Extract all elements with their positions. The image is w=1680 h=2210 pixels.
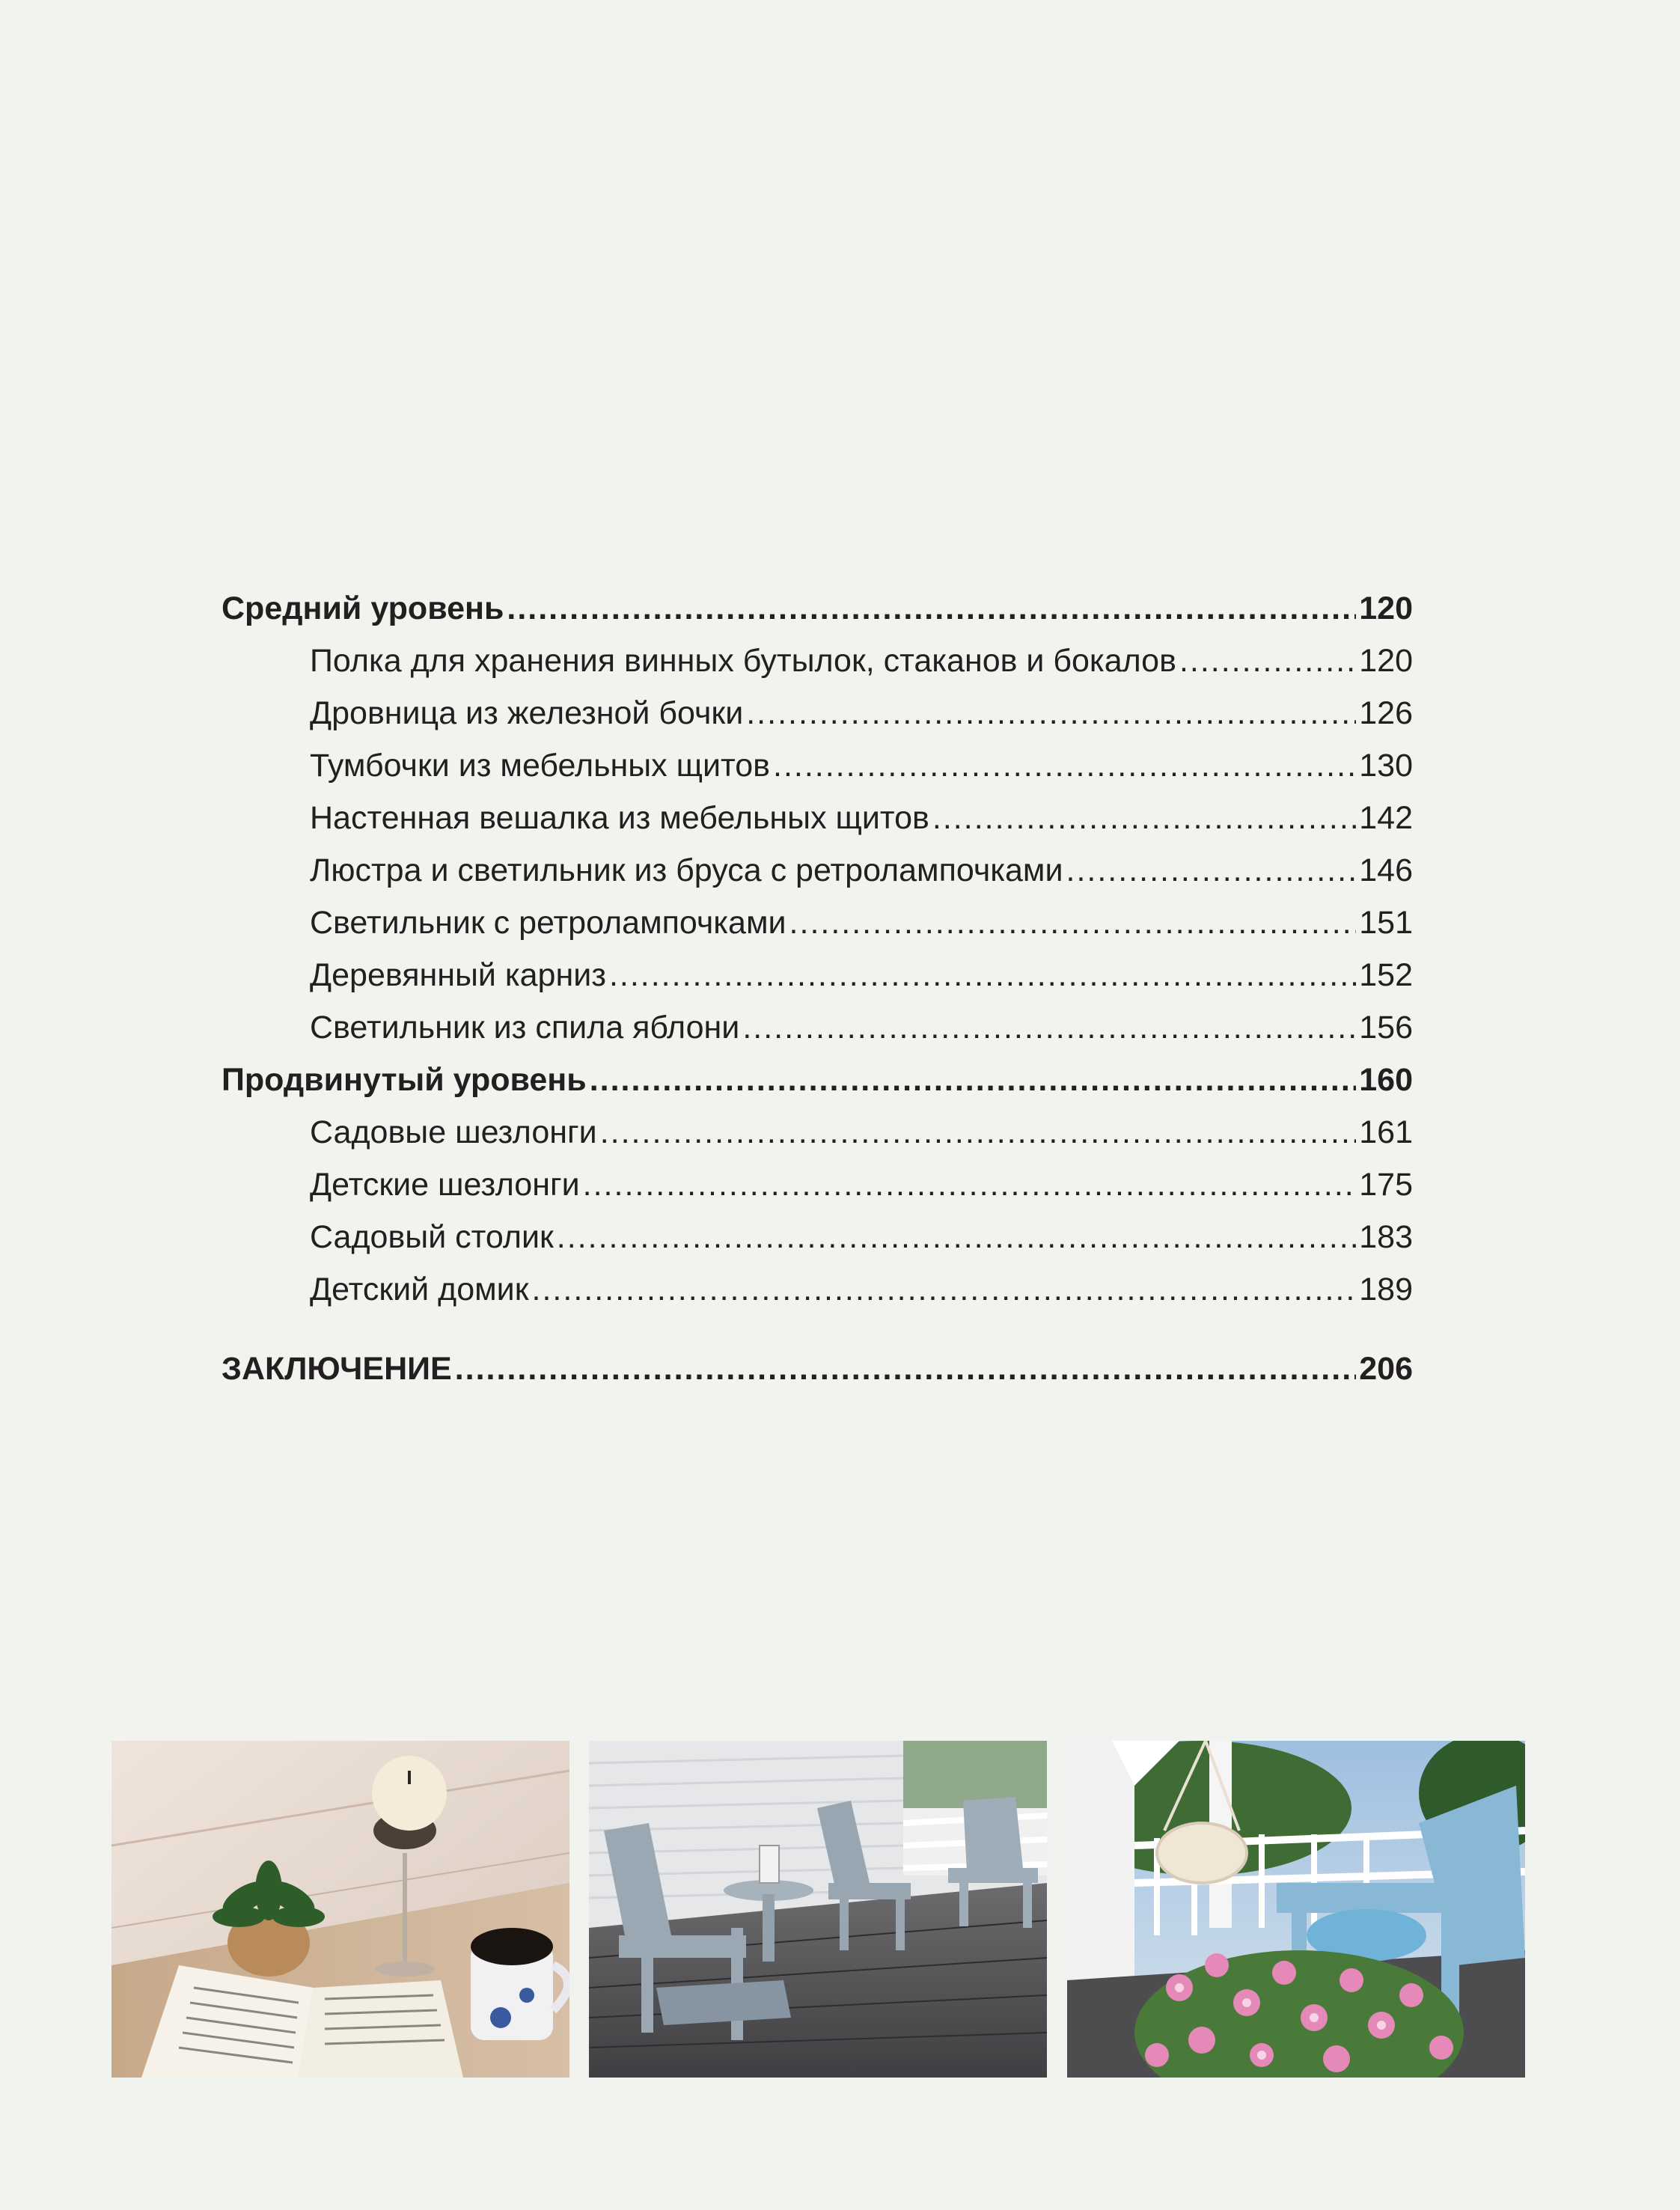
toc-entry-title: Садовый столик	[310, 1219, 554, 1255]
toc-entry-page: 120	[1359, 590, 1413, 626]
toc-entry-title: Тумбочки из мебельных щитов	[310, 748, 770, 784]
toc-entry-title: Средний уровень	[222, 590, 504, 626]
toc-entry-page: 120	[1359, 643, 1413, 679]
dot-leader	[1179, 635, 1356, 687]
dot-leader	[532, 1263, 1357, 1316]
toc-entry-title: Детский домик	[310, 1272, 529, 1307]
toc-entry-title: Продвинутый уровень	[222, 1062, 587, 1098]
toc-entry-title: Дровница из железной бочки	[310, 695, 744, 731]
dot-leader	[507, 582, 1356, 635]
toc-entry-title: Деревянный карниз	[310, 957, 606, 993]
toc-entry-title: Полка для хранения винных бутылок, стаканов и бокалов	[310, 643, 1176, 679]
photo-book-coffee-candle	[112, 1741, 569, 2078]
toc-entry-title: Настенная вешалка из мебельных щитов	[310, 800, 929, 836]
toc-entry-page: 175	[1359, 1167, 1413, 1203]
toc-entry-page: 156	[1359, 1010, 1413, 1046]
photo-veranda-flowers	[1067, 1741, 1525, 2078]
table-of-contents	[222, 582, 1413, 1395]
photo-deck-chairs-image	[589, 1741, 1047, 2078]
toc-entry[interactable]	[222, 1263, 1413, 1316]
toc-entry-page: 206	[1359, 1351, 1413, 1387]
dot-leader	[773, 739, 1356, 792]
toc-entry-title: Детские шезлонги	[310, 1167, 580, 1203]
photo-veranda-flowers-image	[1067, 1741, 1525, 2078]
toc-entry[interactable]	[222, 739, 1413, 792]
dot-leader	[600, 1106, 1357, 1159]
toc-entry-page: 142	[1359, 800, 1413, 836]
photo-strip	[0, 1741, 1680, 2078]
dot-leader	[742, 1001, 1356, 1054]
dot-leader	[746, 687, 1356, 739]
toc-entry[interactable]	[222, 687, 1413, 739]
toc-entry-page: 126	[1359, 695, 1413, 731]
toc-entry-section[interactable]	[222, 1054, 1413, 1106]
toc-entry-title: Садовые шезлонги	[310, 1114, 597, 1150]
toc-entry-page: 130	[1359, 748, 1413, 784]
dot-leader	[932, 792, 1356, 844]
toc-entry-page: 146	[1359, 852, 1413, 888]
dot-leader	[609, 949, 1356, 1001]
dot-leader	[557, 1211, 1356, 1263]
toc-entry-page: 161	[1359, 1114, 1413, 1150]
dot-leader	[789, 897, 1357, 949]
toc-entry[interactable]	[222, 635, 1413, 687]
dot-leader	[1066, 844, 1357, 897]
toc-entry-conclusion[interactable]	[222, 1343, 1413, 1395]
dot-leader	[590, 1054, 1357, 1106]
dot-leader	[455, 1343, 1357, 1395]
toc-entry[interactable]	[222, 1159, 1413, 1211]
toc-entry[interactable]	[222, 1211, 1413, 1263]
toc-entry[interactable]	[222, 949, 1413, 1001]
toc-entry-title: ЗАКЛЮЧЕНИЕ	[222, 1351, 452, 1387]
toc-entry[interactable]	[222, 844, 1413, 897]
toc-entry[interactable]	[222, 1001, 1413, 1054]
photo-book-coffee-candle-image	[112, 1741, 569, 2078]
toc-entry-page: 183	[1359, 1219, 1413, 1255]
toc-entry-title: Светильник из спила яблони	[310, 1010, 740, 1046]
dot-leader	[583, 1159, 1357, 1211]
toc-entry[interactable]	[222, 792, 1413, 844]
photo-deck-chairs	[589, 1741, 1047, 2078]
toc-entry-section[interactable]	[222, 582, 1413, 635]
toc-entry-title: Люстра и светильник из бруса с ретролампочками	[310, 852, 1063, 888]
toc-entry[interactable]	[222, 1106, 1413, 1159]
toc-entry-page: 189	[1359, 1272, 1413, 1307]
toc-entry-page: 152	[1359, 957, 1413, 993]
toc-entry-page: 160	[1359, 1062, 1413, 1098]
toc-entry[interactable]	[222, 897, 1413, 949]
toc-entry-title: Светильник с ретролампочками	[310, 905, 786, 941]
toc-entry-page: 151	[1359, 905, 1413, 941]
